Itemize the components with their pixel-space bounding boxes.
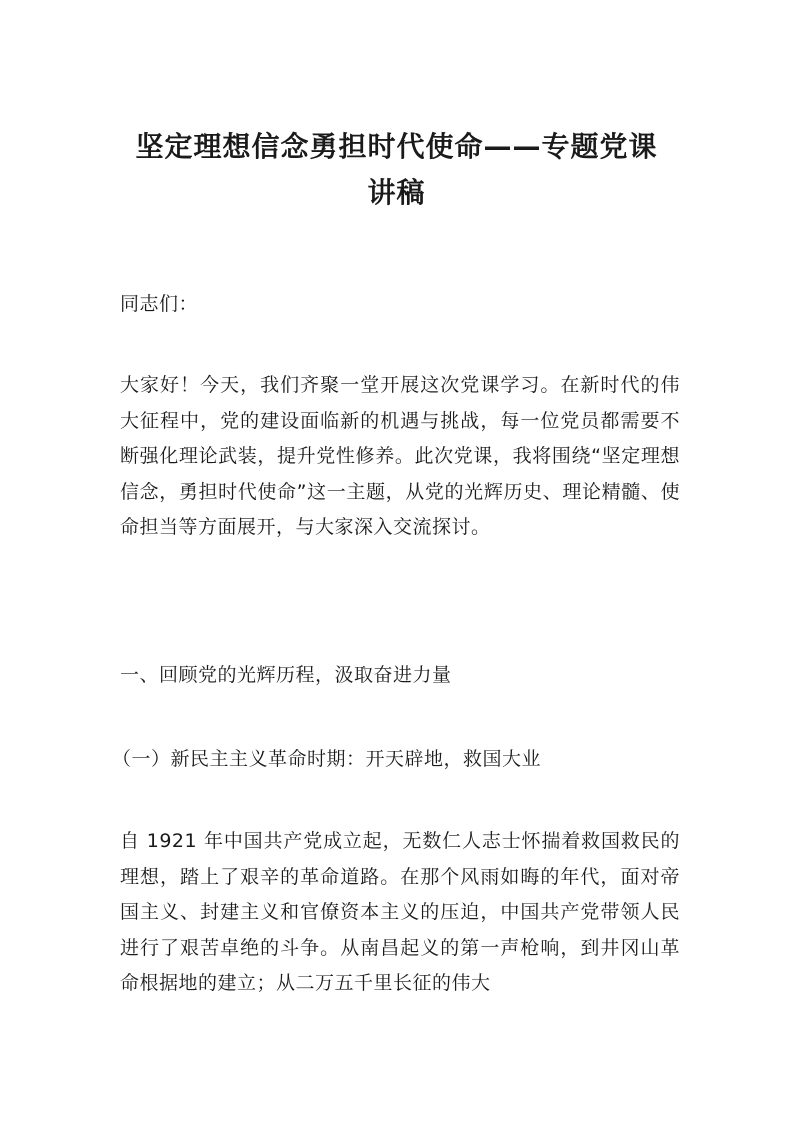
section-heading: 一、回顾党的光辉历程，汲取奋进力量 (120, 664, 452, 686)
subsection-heading: （一）新民主主义革命时期：开天辟地，救国大业 (112, 748, 542, 770)
body-paragraph: 自 1921 年中国共产党成立起，无数仁人志士怀揣着救国救民的理想，踏上了艰辛的革命道路。在那个风雨如晦的年代，面对帝国主义、封建主义和官僚资本主义的压迫，中国共产党带领人民进行了艰苦卓绝的斗争。从南昌起义的第一声枪响，到井冈山革命根据地的建立；从二万五千里长征的伟大 (120, 830, 680, 994)
intro-paragraph: 大家好！今天，我们齐聚一堂开展这次党课学习。在新时代的伟大征程中，党的建设面临新的机遇与挑战，每一位党员都需要不断强化理论武装，提升党性修养。此次党课，我将围绕“坚定理想信念，勇担时代使命”这一主题，从党的光辉历史、理论精髓、使命担当等方面展开，与大家深入交流探讨。 (120, 374, 680, 538)
document-title-line2: 讲稿 (367, 176, 426, 209)
document-title-line1: 坚定理想信念勇担时代使命——专题党课 (135, 130, 658, 163)
greeting: 同志们： (120, 293, 199, 315)
